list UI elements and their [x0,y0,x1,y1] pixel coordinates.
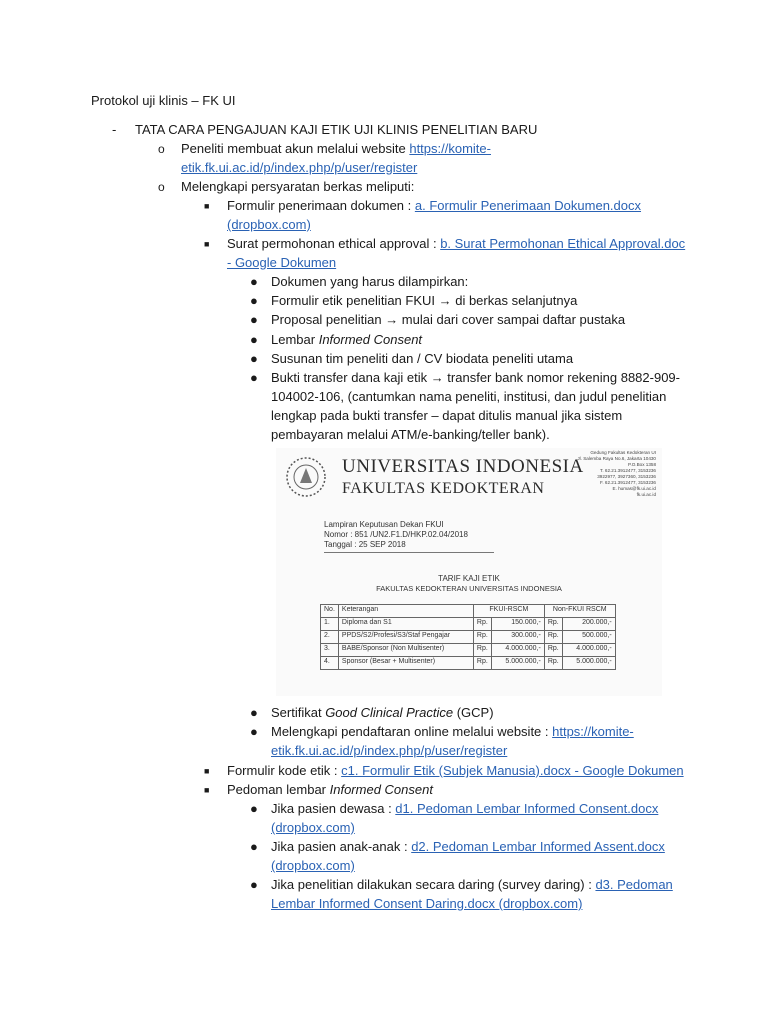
attachment-item: Susunan tim peneliti dan / CV biodata peneliti utama [271,351,574,366]
divider [324,552,494,553]
attachment-item: Formulir etik penelitian FKUI → di berkas selanjutnya [271,293,578,308]
pedoman-anak-link-cont[interactable]: (dropbox.com) [271,858,355,873]
dot-bullet: ● [250,801,258,816]
table-row: 4. Sponsor (Besar + Multisenter) Rp. 5.000.000,- Rp. 5.000.000,- [321,657,616,670]
pedoman-daring-link[interactable]: d3. Pedoman [595,877,673,892]
circle-bullet: o [158,142,165,156]
attachment-item: Proposal penelitian → mulai dari cover sampai daftar pustaka [271,312,626,327]
col-header: FKUI-RSCM [473,605,544,618]
document-title: Protokol uji klinis – FK UI [91,93,236,108]
tarif-subtitle: FAKULTAS KEDOKTERAN UNIVERSITAS INDONESIA [376,584,562,593]
dot-bullet: ● [250,332,258,347]
step-create-account: Peneliti membuat akun melalui website https://komite- [181,141,491,156]
surat-link-cont[interactable]: - Google Dokumen [227,255,337,270]
square-bullet: ■ [204,785,210,795]
square-bullet: ■ [204,201,210,211]
col-header: No. [321,605,339,618]
lampiran-line: Lampiran Keputusan Dekan FKUI [324,520,444,529]
col-header: Keterangan [338,605,473,618]
scanned-fee-letter [276,448,662,696]
tanggal-line: Tanggal : 25 SEP 2018 [324,540,406,549]
attachment-item-cont: pembayaran melalui ATM/e-banking/teller bank). [271,427,550,442]
circle-bullet: o [158,180,165,194]
item-form-penerimaan: Formulir penerimaan dokumen : a. Formulir Penerimaan Dokumen.docx [227,198,642,213]
attachment-item: Dokumen yang harus dilampirkan: [271,274,469,289]
form-penerimaan-link-cont[interactable]: (dropbox.com) [227,217,311,232]
item-kode-etik: Formulir kode etik : c1. Formulir Etik (Subjek Manusia).docx - Google Dokumen [227,763,684,778]
tarif-title: TARIF KAJI ETIK [438,574,500,583]
ui-emblem-icon [282,454,330,500]
dot-bullet: ● [250,293,258,308]
attachment-item: Bukti transfer dana kaji etik → transfer bank nomor rekening 8882-909- [271,370,680,385]
online-register-link-cont[interactable]: etik.fk.ui.ac.id/p/index.php/p/user/register [271,743,508,758]
pedoman-dewasa-link[interactable]: d1. Pedoman Lembar Informed Consent.docx [395,801,659,816]
dot-bullet: ● [250,705,258,720]
attachment-item-cont: lengkap pada bukti transfer – dapat ditulis manual jika sistem [271,408,623,423]
dot-bullet: ● [250,312,258,327]
kode-etik-link[interactable]: c1. Formulir Etik (Subjek Manusia).docx - Google Dokumen [341,763,684,778]
dot-bullet: ● [250,724,258,739]
pedoman-daring: Jika penelitian dilakukan secara daring (survey daring) : d3. Pedoman [271,877,673,892]
pedoman-dewasa: Jika pasien dewasa : d1. Pedoman Lembar Informed Consent.docx [271,801,659,816]
table-row: 2. PPDS/S2/Profesi/S3/Staf Pengajar Rp. 300.000,- Rp. 500.000,- [321,631,616,644]
attachment-item: Lembar Informed Consent [271,332,423,347]
pedoman-anak: Jika pasien anak-anak : d2. Pedoman Lembar Informed Assent.docx [271,839,665,854]
online-registration-item: Melengkapi pendaftaran online melalui website : https://komite- [271,724,634,739]
dash-bullet: - [112,122,117,137]
register-link-cont[interactable]: etik.fk.ui.ac.id/p/index.php/p/user/register [181,160,418,175]
fee-table [320,604,616,670]
table-row: 3. BABE/Sponsor (Non Multisenter) Rp. 4.000.000,- Rp. 4.000.000,- [321,644,616,657]
pedoman-anak-link[interactable]: d2. Pedoman Lembar Informed Assent.docx [411,839,665,854]
dot-bullet: ● [250,370,258,385]
attachment-item-cont: 104002-106, (cantumkan nama peneliti, institusi, dan judul penelitian [271,389,667,404]
square-bullet: ■ [204,766,210,776]
gcp-item: Sertifikat Good Clinical Practice (GCP) [271,705,494,720]
square-bullet: ■ [204,239,210,249]
pedoman-dewasa-link-cont[interactable]: (dropbox.com) [271,820,355,835]
register-link[interactable]: https://komite- [409,141,491,156]
faculty-name: FAKULTAS KEDOKTERAN [342,480,545,497]
item-pedoman: Pedoman lembar Informed Consent [227,782,433,797]
dot-bullet: ● [250,839,258,854]
section-heading: TATA CARA PENGAJUAN KAJI ETIK UJI KLINIS PENELITIAN BARU [135,122,538,137]
step-requirements: Melengkapi persyaratan berkas meliputi: [181,179,415,194]
surat-link[interactable]: b. Surat Permohonan Ethical Approval.doc [440,236,686,251]
table-row: 1. Diploma dan S1 Rp. 150.000,- Rp. 200.000,- [321,618,616,631]
online-register-link[interactable]: https://komite- [552,724,634,739]
item-surat-permohonan: Surat permohonan ethical approval : b. Surat Permohonan Ethical Approval.doc [227,236,686,251]
university-name: UNIVERSITAS INDONESIA [342,456,584,477]
dot-bullet: ● [250,274,258,289]
letterhead-address: Gedung Fakultas Kedokteran UI Jl. Salemba Raya No.6, Jakarta 10430 P.O.Box 1358 T. 62.21.3912477, 3153236 3922977, 3927360, 3153236 F. 62.21.3912477, 3153236 E. humas@fk.ui.ac.id fk.ui.ac.id [577,450,656,497]
col-header: Non-FKUI RSCM [544,605,615,618]
dot-bullet: ● [250,877,258,892]
dot-bullet: ● [250,351,258,366]
pedoman-daring-link-cont[interactable]: Lembar Informed Consent Daring.docx (dropbox.com) [271,896,583,911]
form-penerimaan-link[interactable]: a. Formulir Penerimaan Dokumen.docx [414,198,642,213]
table-header-row [321,605,616,618]
nomor-line: Nomor : 851 /UN2.F1.D/HKP.02.04/2018 [324,530,468,539]
